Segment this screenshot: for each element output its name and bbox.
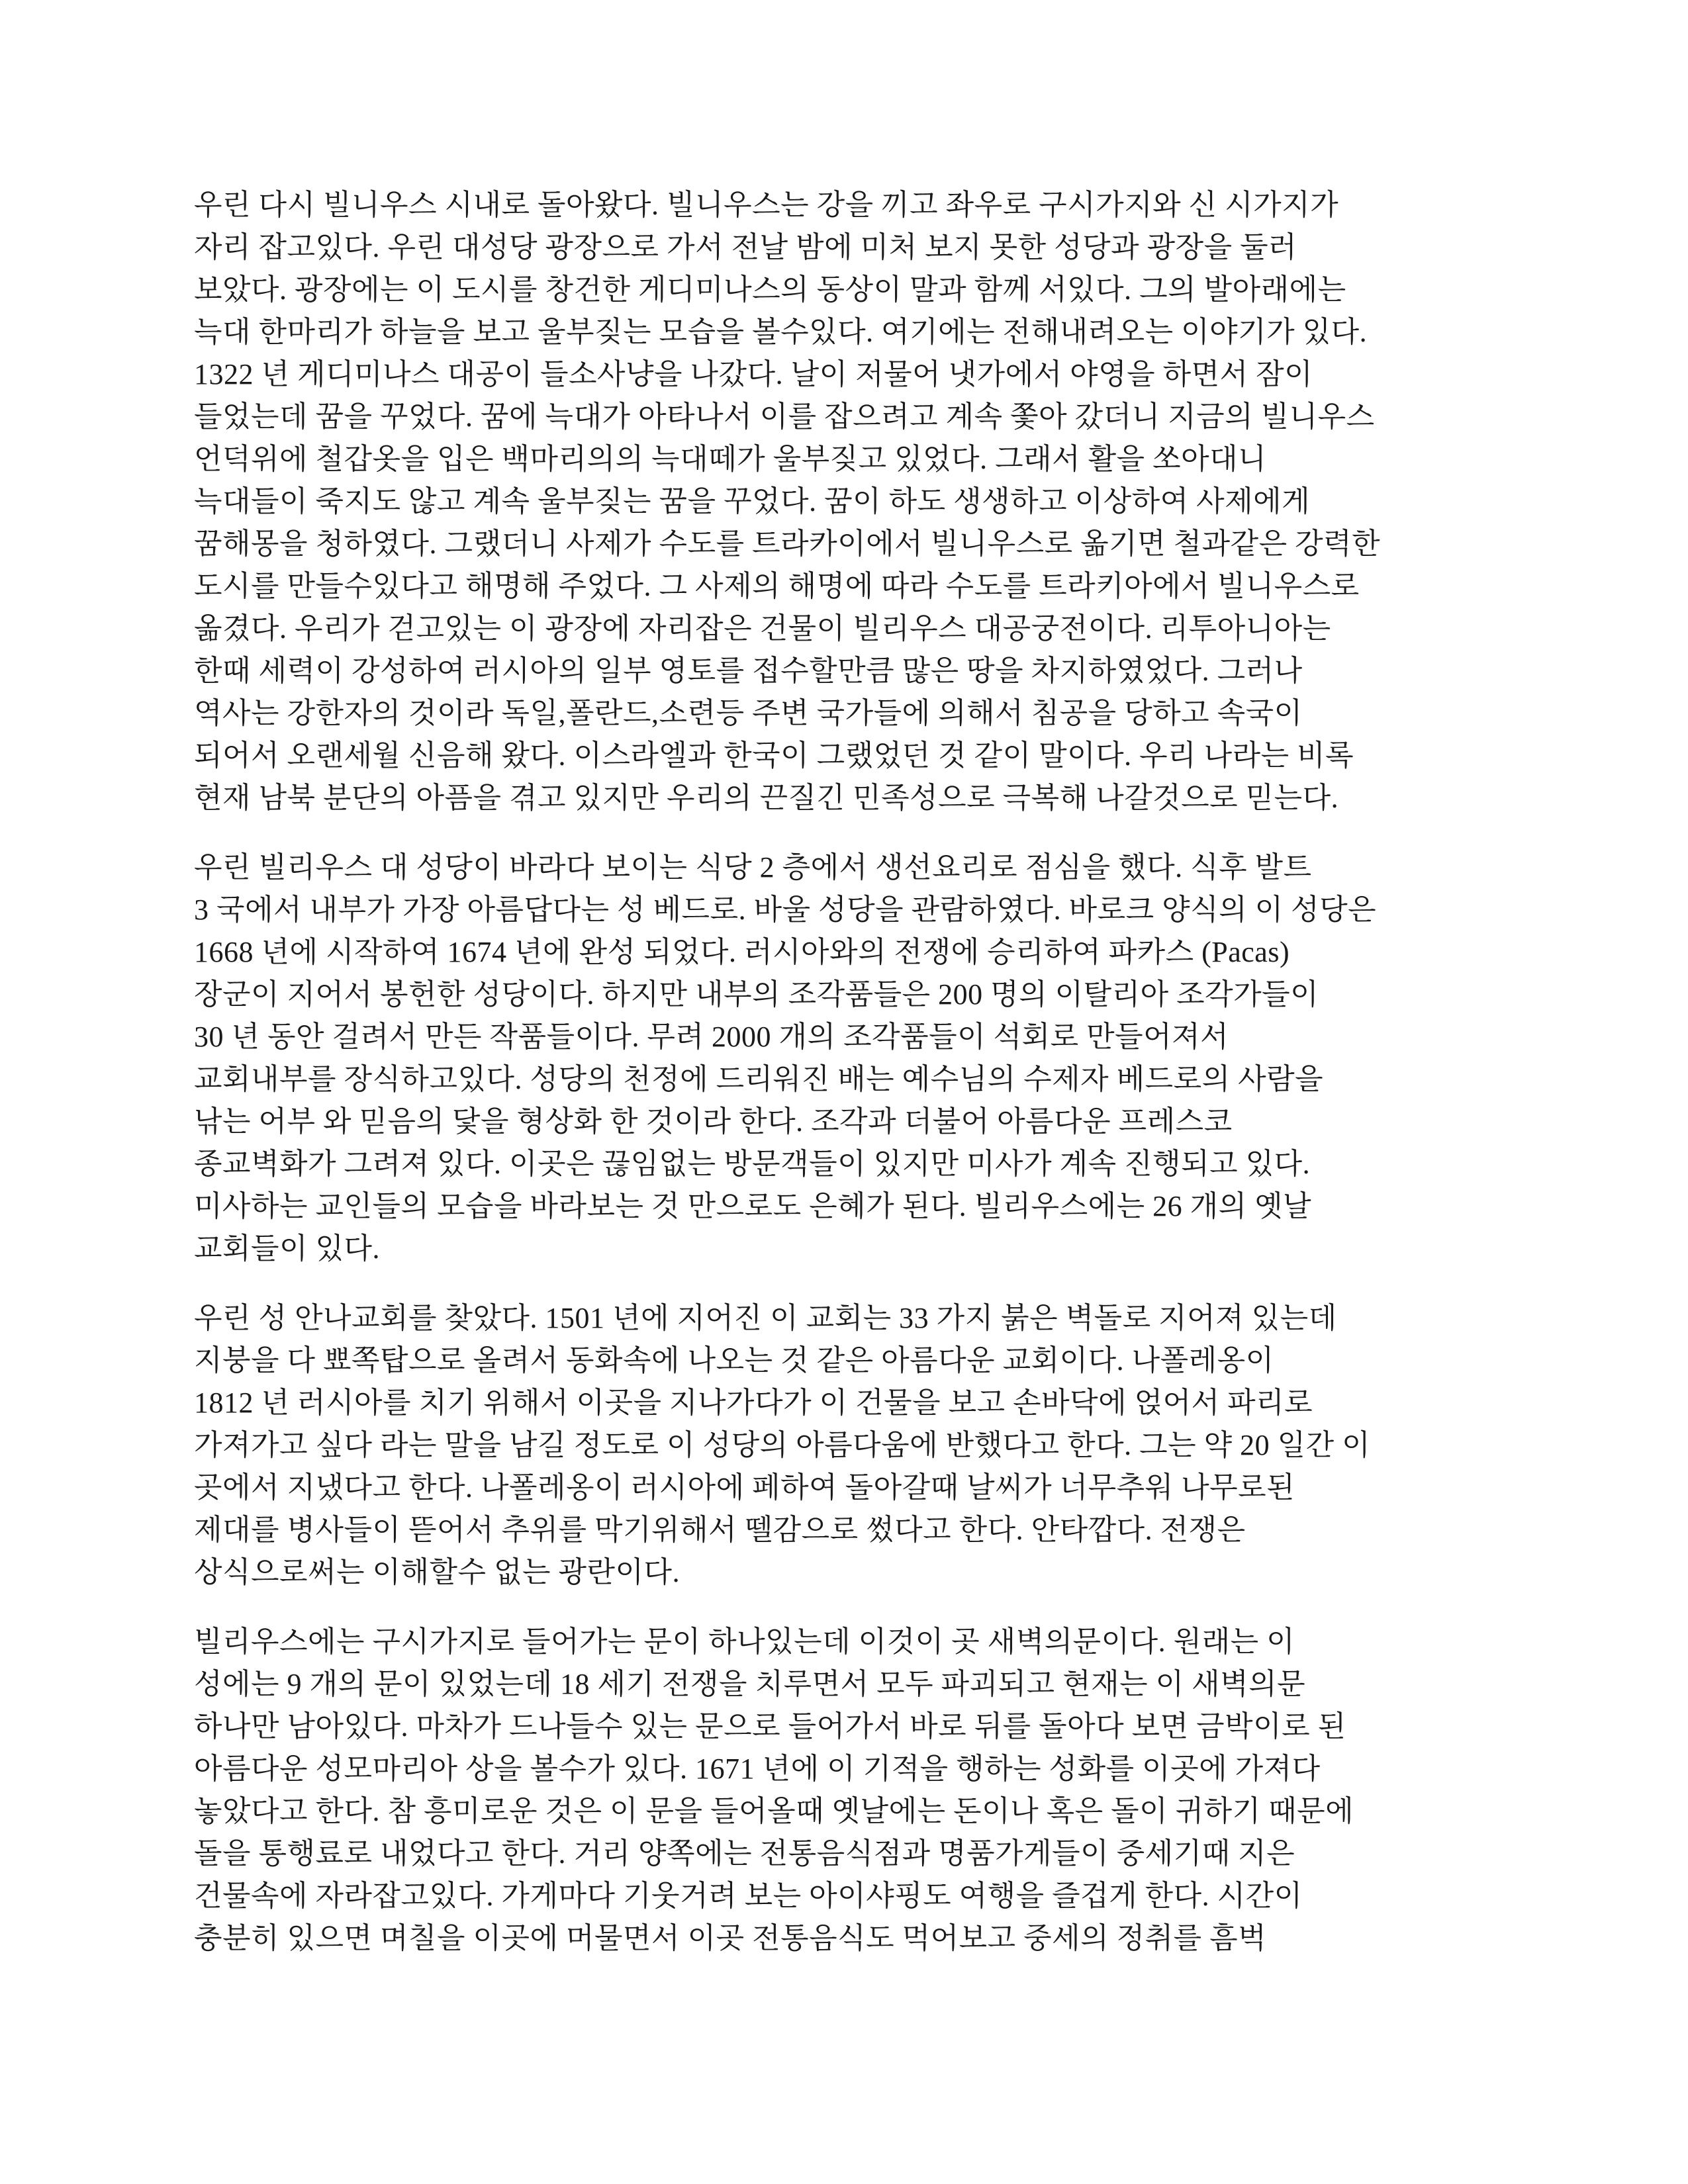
text-line: 제대를 병사들이 뜯어서 추위를 막기위해서 뗄감으로 썼다고 한다. 안타깝다. 전쟁은: [194, 1514, 1246, 1546]
text-line: 낚는 어부 와 믿음의 닻을 형상화 한 것이라 한다. 조각과 더불어 아름다운 프레스코: [194, 1105, 1233, 1138]
text-line: 놓았다고 한다. 참 흥미로운 것은 이 문을 들어올때 옛날에는 돈이나 혹은 돌이 귀하기 때문에: [194, 1795, 1354, 1827]
text-line: 도시를 만들수있다고 해명해 주었다. 그 사제의 해명에 따라 수도를 트라키아에서 빌니우스로: [194, 570, 1360, 602]
text-line: 현재 남북 분단의 아픔을 겪고 있지만 우리의 끈질긴 민족성으로 극복해 나갈것으로 믿는다.: [194, 782, 1339, 814]
text-line: 우린 성 안나교회를 찾았다. 1501 년에 지어진 이 교회는 33 가지 붉은 벽돌로 지어져 있는데: [194, 1302, 1337, 1334]
text-line: 미사하는 교인들의 모습을 바라보는 것 만으로도 은혜가 된다. 빌리우스에는 26 개의 옛날: [194, 1190, 1312, 1222]
paragraph: [194, 846, 1501, 1270]
text-line: 돌을 통행료로 내었다고 한다. 거리 양쪽에는 전통음식점과 명품가게들이 중세기때 지은: [194, 1837, 1295, 1870]
paragraph: [194, 184, 1501, 819]
text-line: 장군이 지어서 봉헌한 성당이다. 하지만 내부의 조각품들은 200 명의 이탈리아 조각가들이: [194, 978, 1319, 1011]
text-line: 교회들이 있다.: [194, 1232, 381, 1265]
text-line: 우린 다시 빌니우스 시내로 돌아왔다. 빌니우스는 강을 끼고 좌우로 구시가지와 신 시가지가: [194, 189, 1339, 221]
text-line: 가져가고 싶다 라는 말을 남길 정도로 이 성당의 아름다움에 반했다고 한다. 그는 약 20 일간 이: [194, 1429, 1371, 1461]
text-line: 1322 년 게디미나스 대공이 들소사냥을 나갔다. 날이 저물어 냇가에서 야영을 하면서 잠이: [194, 358, 1313, 390]
text-line: 들었는데 꿈을 꾸었다. 꿈에 늑대가 아타나서 이를 잡으려고 계속 쫓아 갔더니 지금의 빌니우스: [194, 400, 1375, 433]
text-line: 1668 년에 시작하여 1674 년에 완성 되었다. 러시아와의 전쟁에 승리하여 파카스 (Pacas): [194, 936, 1290, 968]
text-line: 하나만 남아있다. 마차가 드나들수 있는 문으로 들어가서 바로 뒤를 돌아다 보면 금박이로 된: [194, 1710, 1346, 1743]
text-line: 교회내부를 장식하고있다. 성당의 천정에 드리워진 배는 예수님의 수제자 베드로의 사람을: [194, 1063, 1324, 1095]
text-line: 자리 잡고있다. 우린 대성당 광장으로 가서 전날 밤에 미처 보지 못한 성당과 광장을 둘러: [194, 231, 1297, 263]
document-text-block: [194, 184, 1501, 1987]
paragraph: [194, 1621, 1501, 1960]
text-line: 충분히 있으면 며칠을 이곳에 머물면서 이곳 전통음식도 먹어보고 중세의 정취를 흠벅: [194, 1922, 1267, 1954]
text-line: 1812 년 러시아를 치기 위해서 이곳을 지나가다가 이 건물을 보고 손바닥에 얹어서 파리로: [194, 1387, 1313, 1419]
text-line: 곳에서 지냈다고 한다. 나폴레옹이 러시아에 페하여 돌아갈때 날씨가 너무추워 나무로된: [194, 1471, 1295, 1504]
text-line: 되어서 오랜세월 신음해 왔다. 이스라엘과 한국이 그랬었던 것 같이 말이다. 우리 나라는 비록: [194, 739, 1354, 772]
text-line: 옮겼다. 우리가 걷고있는 이 광장에 자리잡은 건물이 빌리우스 대공궁전이다. 리투아니아는: [194, 612, 1331, 645]
text-line: 보았다. 광장에는 이 도시를 창건한 게디미나스의 동상이 말과 함께 서있다. 그의 발아래에는: [194, 273, 1346, 306]
text-line: 지붕을 다 뾰쪽탑으로 올려서 동화속에 나오는 것 같은 아름다운 교회이다. 나폴레옹이: [194, 1344, 1274, 1377]
text-line: 늑대들이 죽지도 않고 계속 울부짖는 꿈을 꾸었다. 꿈이 하도 생생하고 이상하여 사제에게: [194, 485, 1311, 518]
text-line: 성에는 9 개의 문이 있었는데 18 세기 전쟁을 치루면서 모두 파괴되고 현재는 이 새벽의문: [194, 1668, 1306, 1700]
text-line: 3 국에서 내부가 가장 아름답다는 성 베드로. 바울 성당을 관람하였다. 바로크 양식의 이 성당은: [194, 893, 1377, 926]
text-line: 상식으로써는 이해할수 없는 광란이다.: [194, 1556, 680, 1588]
text-line: 꿈해몽을 청하였다. 그랬더니 사제가 수도를 트라카이에서 빌니우스로 옮기면 철과같은 강력한: [194, 527, 1381, 560]
text-line: 역사는 강한자의 것이라 독일,폴란드,소련등 주변 국가들에 의해서 침공을 당하고 속국이: [194, 697, 1303, 729]
text-line: 아름다운 성모마리아 상을 볼수가 있다. 1671 년에 이 기적을 행하는 성화를 이곳에 가져다: [194, 1752, 1321, 1785]
text-line: 늑대 한마리가 하늘을 보고 울부짖는 모습을 볼수있다. 여기에는 전해내려오는 이야기가 있다.: [194, 316, 1368, 348]
paragraph: [194, 1297, 1501, 1594]
text-line: 한때 세력이 강성하여 러시아의 일부 영토를 접수할만큼 많은 땅을 차지하였었다. 그러나: [194, 655, 1303, 687]
text-line: 30 년 동안 걸려서 만든 작품들이다. 무려 2000 개의 조각품들이 석회로 만들어져서: [194, 1021, 1229, 1053]
text-line: 건물속에 자라잡고있다. 가게마다 기웃거려 보는 아이샤핑도 여행을 즐겁게 한다. 시간이: [194, 1880, 1303, 1912]
text-line: 우린 빌리우스 대 성당이 바라다 보이는 식당 2 층에서 생선요리로 점심을 했다. 식후 발트: [194, 851, 1312, 884]
text-line: 종교벽화가 그려져 있다. 이곳은 끊임없는 방문객들이 있지만 미사가 계속 진행되고 있다.: [194, 1148, 1311, 1180]
text-line: 언덕위에 철갑옷을 입은 백마리의의 늑대떼가 울부짖고 있었다. 그래서 활을 쏘아대니: [194, 443, 1267, 475]
text-line: 빌리우스에는 구시가지로 들어가는 문이 하나있는데 이것이 곳 새벽의문이다. 원래는 이: [194, 1625, 1295, 1658]
